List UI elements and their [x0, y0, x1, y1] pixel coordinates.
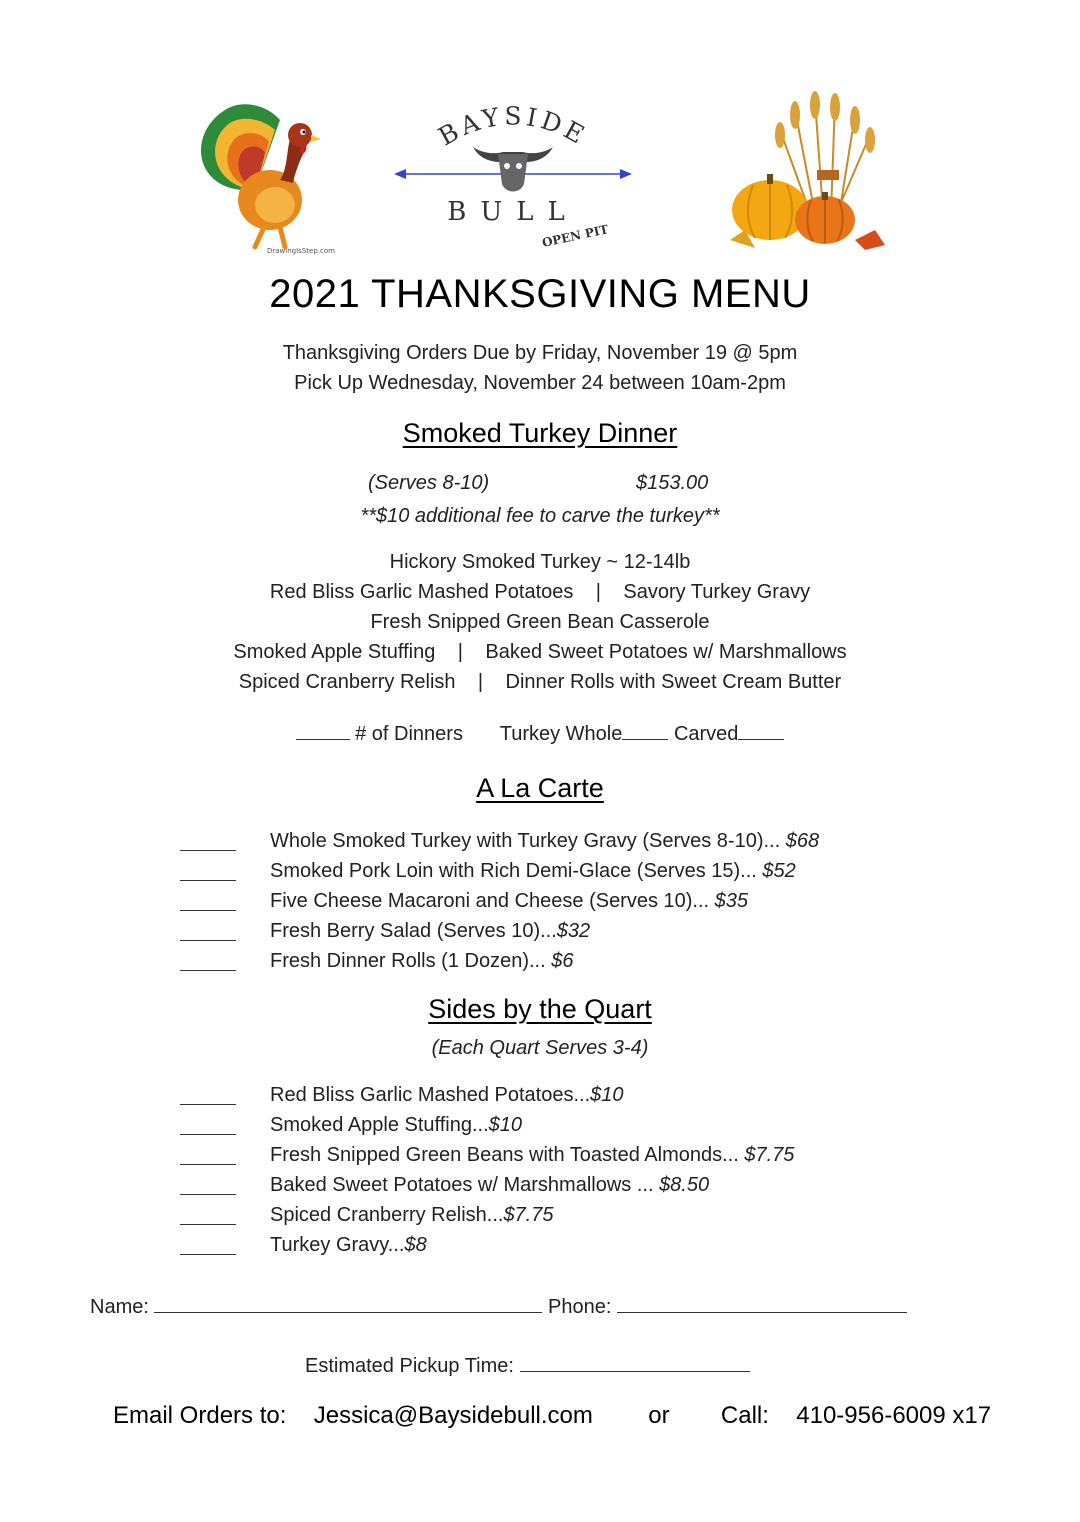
quantity-blank[interactable]: [180, 850, 236, 851]
sides-heading: Sides by the Quart: [428, 994, 652, 1024]
quantity-blank[interactable]: [180, 1224, 236, 1225]
dinner-serves: (Serves 8-10): [368, 472, 490, 494]
contact-row: [113, 1402, 991, 1430]
or-text: or: [648, 1402, 670, 1429]
name-label: Name:: [90, 1296, 149, 1318]
quantity-blank[interactable]: [180, 1104, 236, 1105]
turkey-illustration: [185, 95, 345, 255]
turkey-credit: DrawingIsStep.com: [267, 247, 335, 255]
quantity-blank[interactable]: [180, 970, 236, 971]
harvest-pumpkins-illustration: [725, 90, 890, 255]
logo-line3: OPEN PIT: [540, 222, 610, 250]
turkey-whole-label: Turkey Whole: [499, 723, 623, 745]
name-phone-row: [90, 1294, 907, 1319]
turkey-carved-blank[interactable]: [738, 721, 784, 740]
pickup-time-label: Estimated Pickup Time:: [305, 1355, 514, 1377]
dinner-items-row4: Smoked Apple Stuffing | Baked Sweet Potatoes w/ Marshmallows: [233, 641, 847, 663]
logo-line1: BAYSIDE: [433, 101, 593, 152]
dinner-order-line: [0, 721, 1080, 746]
orders-due-info: Thanksgiving Orders Due by Friday, November 19 @ 5pm: [282, 342, 798, 364]
dinner-items-row5: Spiced Cranberry Relish | Dinner Rolls with Sweet Cream Butter: [238, 671, 842, 693]
pickup-info: Pick Up Wednesday, November 24 between 10am-2pm: [294, 372, 786, 394]
call-label: Call:: [720, 1402, 769, 1429]
logo-line2: BULL: [447, 197, 579, 227]
turkey-carved-label: Carved: [673, 723, 739, 745]
dinner-items-row2: Red Bliss Garlic Mashed Potatoes | Savory Turkey Gravy: [269, 581, 811, 603]
pickup-time-field[interactable]: [520, 1353, 750, 1372]
dinner-count-blank[interactable]: [296, 721, 350, 740]
email-address[interactable]: Jessica@Baysidebull.com: [313, 1402, 593, 1429]
quantity-blank[interactable]: [180, 1254, 236, 1255]
name-field[interactable]: [154, 1294, 542, 1313]
dinner-heading: Smoked Turkey Dinner: [402, 418, 678, 448]
dinner-item-green-bean: Fresh Snipped Green Bean Casserole: [370, 611, 710, 633]
quantity-blank[interactable]: [180, 1164, 236, 1165]
carve-note: **$10 additional fee to carve the turkey**: [360, 505, 720, 527]
quantity-blank[interactable]: [180, 910, 236, 911]
phone-field[interactable]: [617, 1294, 907, 1313]
bayside-bull-logo: [388, 92, 638, 252]
quantity-blank[interactable]: [180, 940, 236, 941]
dinner-item-turkey: Hickory Smoked Turkey ~ 12-14lb: [389, 551, 691, 573]
phone-number[interactable]: 410-956-6009 x17: [796, 1402, 992, 1429]
dinner-price: $153.00: [636, 472, 709, 494]
quantity-blank[interactable]: [180, 1134, 236, 1135]
page-title: 2021 THANKSGIVING MENU: [269, 272, 811, 316]
turkey-whole-blank[interactable]: [622, 721, 668, 740]
email-label: Email Orders to:: [113, 1402, 287, 1429]
pickup-time-row: [305, 1353, 750, 1378]
phone-label: Phone:: [548, 1296, 612, 1318]
dinner-count-label: # of Dinners: [355, 723, 463, 745]
sides-note: (Each Quart Serves 3-4): [431, 1037, 649, 1059]
quantity-blank[interactable]: [180, 1194, 236, 1195]
quantity-blank[interactable]: [180, 880, 236, 881]
alacarte-heading: A La Carte: [476, 773, 604, 803]
